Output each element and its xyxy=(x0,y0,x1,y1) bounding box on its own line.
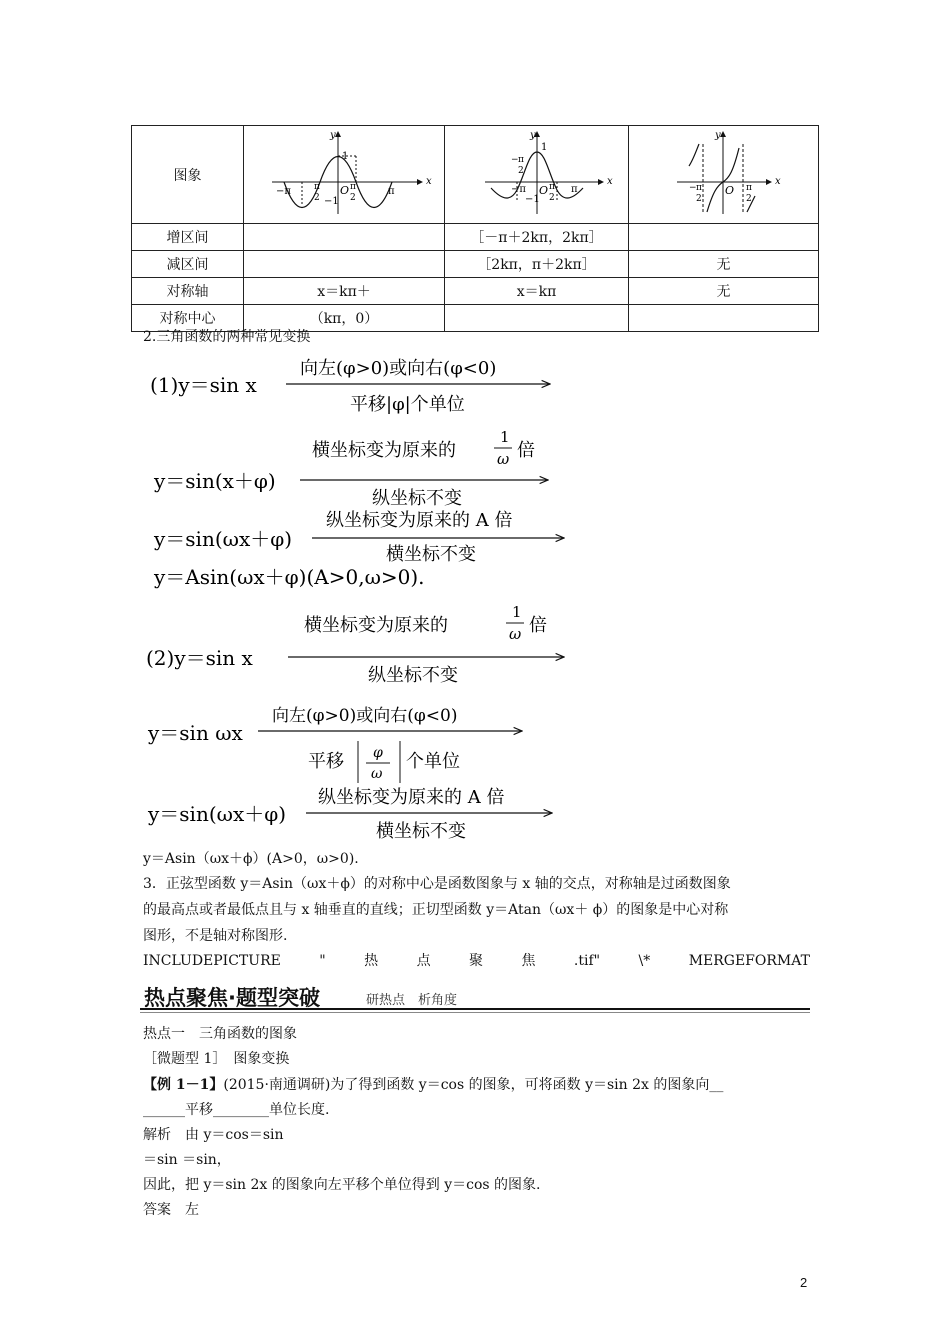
svg-text:个单位: 个单位 xyxy=(406,751,460,772)
row-label-center: 对称中心 xyxy=(132,305,244,332)
analysis-line3: 因此，把 y＝sin 2x 的图象向左平移个单位得到 y＝cos 的图象. xyxy=(143,1177,541,1193)
svg-text:π: π xyxy=(696,183,702,193)
flow1-start: (1)y＝sin x xyxy=(150,373,257,397)
section2-heading: 2.三角函数的两种常见变换 xyxy=(143,329,311,345)
banner-subtitle: 研热点 析角度 xyxy=(366,993,458,1008)
svg-text:2: 2 xyxy=(314,193,320,203)
y-label: y xyxy=(330,130,336,141)
tan-decrease-interval: 无 xyxy=(629,251,819,278)
svg-text:1: 1 xyxy=(342,151,349,162)
flow2-expr2: y＝sin ωx xyxy=(148,721,243,745)
svg-text:π: π xyxy=(549,182,555,192)
section3-line2: 的最高点或者最低点且与 x 轴垂直的直线；正切型函数 y＝Atan（ωx＋ ϕ）的图象是中心对称 xyxy=(143,902,729,918)
cos-graph xyxy=(445,126,628,219)
flow1-result: y＝Asin(ωx＋φ)(A>0,ω>0). xyxy=(154,565,425,589)
svg-text:横坐标变为原来的: 横坐标变为原来的 xyxy=(312,440,456,461)
svg-text:−1: −1 xyxy=(525,194,540,205)
svg-text:2: 2 xyxy=(696,194,702,204)
flow1-step3-bottom: 横坐标不变 xyxy=(386,544,476,565)
example-line2: ______平移________单位长度. xyxy=(143,1102,330,1118)
section3-line3: 图形，不是轴对称图形. xyxy=(143,928,288,944)
svg-text:y: y xyxy=(530,130,536,141)
svg-text:2: 2 xyxy=(518,166,524,176)
trig-properties-table xyxy=(131,125,819,332)
flow1-step1-top: 向左(φ>0)或向右(φ<0) xyxy=(300,358,497,379)
cos-increase-interval: ［－π＋2kπ，2kπ］ xyxy=(445,224,629,251)
svg-text:倍: 倍 xyxy=(529,615,547,636)
svg-text:1: 1 xyxy=(541,142,548,153)
svg-text:−π: −π xyxy=(511,184,526,195)
svg-text:π: π xyxy=(571,184,578,195)
row-label-increase: 增区间 xyxy=(132,224,244,251)
svg-text:π: π xyxy=(350,182,356,192)
table-row xyxy=(132,224,819,251)
flow1-expr3: y＝sin(ωx＋φ) xyxy=(154,527,293,551)
svg-text:横坐标变为原来的: 横坐标变为原来的 xyxy=(304,615,448,636)
flow2-step1-bottom: 纵坐标不变 xyxy=(368,665,458,686)
tan-axis: 无 xyxy=(629,278,819,305)
row-label-graph: 图象 xyxy=(132,126,244,224)
cos-decrease-interval: ［2kπ，π＋2kπ］ xyxy=(445,251,629,278)
includepicture-field: INCLUDEPICTURE " 热 点 聚 焦 .tif" \* MERGEFORMAT xyxy=(143,953,810,969)
banner-title: 热点聚焦·题型突破 xyxy=(144,986,320,1010)
svg-text:π: π xyxy=(314,182,320,192)
table-row xyxy=(132,278,819,305)
page-number: 2 xyxy=(800,1275,808,1290)
flow1-step2-bottom: 纵坐标不变 xyxy=(372,488,462,509)
result-line: y＝Asin（ωx＋ϕ）(A>0，ω>0). xyxy=(143,851,359,867)
transform-flow-2 xyxy=(140,595,580,845)
flow1-expr2: y＝sin(x＋φ) xyxy=(154,469,276,493)
svg-text:π: π xyxy=(388,186,395,197)
svg-text:−π: −π xyxy=(276,186,291,197)
flow2-start: (2)y＝sin x xyxy=(146,646,253,670)
svg-text:ω: ω xyxy=(371,766,383,782)
svg-text:倍: 倍 xyxy=(517,440,535,461)
tan-graph-cell xyxy=(629,126,819,224)
svg-text:π: π xyxy=(518,155,524,165)
x-label: x xyxy=(426,176,432,187)
cos-axis: x＝kπ xyxy=(445,278,629,305)
svg-text:1: 1 xyxy=(512,603,522,621)
flow1-step1-bottom: 平移|φ|个单位 xyxy=(350,394,465,415)
table-row xyxy=(132,126,819,224)
flow2-step2-top: 向左(φ>0)或向右(φ<0) xyxy=(272,706,458,726)
table-row xyxy=(132,251,819,278)
sin-graph-cell xyxy=(244,126,445,224)
analysis-line2: ＝sin ＝sin， xyxy=(143,1152,231,1168)
cos-graph-cell xyxy=(445,126,629,224)
sin-graph xyxy=(244,126,444,219)
flow2-step3-bottom: 横坐标不变 xyxy=(376,821,466,842)
section3-line1: 3．正弦型函数 y＝Asin（ωx＋ϕ）的对称中心是函数图象与 x 轴的交点，对称轴是过函数图象 xyxy=(143,876,731,892)
micro-type-1: ［微题型 1］ 图象变换 xyxy=(143,1051,290,1067)
sin-center: （kπ，0） xyxy=(244,305,445,332)
svg-text:O: O xyxy=(725,184,735,197)
row-label-axis: 对称轴 xyxy=(132,278,244,305)
banner-rule xyxy=(140,1008,810,1010)
svg-text:ω: ω xyxy=(497,450,510,468)
svg-text:−: − xyxy=(689,183,697,193)
svg-text:ω: ω xyxy=(509,625,522,643)
analysis-line1: 解析 由 y＝cos＝sin xyxy=(143,1127,284,1143)
example-tag: 【例 1－1】 xyxy=(143,1077,224,1093)
flow2-expr3: y＝sin(ωx＋φ) xyxy=(148,802,287,826)
svg-text:O: O xyxy=(340,184,350,197)
svg-text:x: x xyxy=(775,176,781,187)
svg-text:−1: −1 xyxy=(324,196,339,207)
svg-text:y: y xyxy=(715,130,721,141)
svg-text:2: 2 xyxy=(549,193,555,203)
svg-text:φ: φ xyxy=(373,745,383,761)
example-1-1: 【例 1－1】(2015·南通调研)为了得到函数 y＝cos 的图象，可将函数 y＝sin 2x 的图象向__ xyxy=(143,1077,724,1093)
tan-graph xyxy=(629,126,818,219)
transform-flow-1 xyxy=(140,350,580,590)
answer: 答案 左 xyxy=(143,1202,199,1218)
section-banner xyxy=(140,982,810,1010)
svg-text:x: x xyxy=(607,176,613,187)
svg-text:O: O xyxy=(539,184,549,197)
svg-text:2: 2 xyxy=(746,194,752,204)
svg-text:平移: 平移 xyxy=(308,751,344,772)
flow2-step3-top: 纵坐标变为原来的 A 倍 xyxy=(318,787,505,808)
hot-point-1: 热点一 三角函数的图象 xyxy=(143,1026,297,1042)
svg-text:−: − xyxy=(511,155,519,165)
svg-text:1: 1 xyxy=(500,428,510,446)
flow1-step3-top: 纵坐标变为原来的 A 倍 xyxy=(326,510,513,531)
svg-text:2: 2 xyxy=(350,193,356,203)
row-label-decrease: 减区间 xyxy=(132,251,244,278)
sin-axis: x＝kπ＋ xyxy=(244,278,445,305)
svg-text:π: π xyxy=(746,183,752,193)
